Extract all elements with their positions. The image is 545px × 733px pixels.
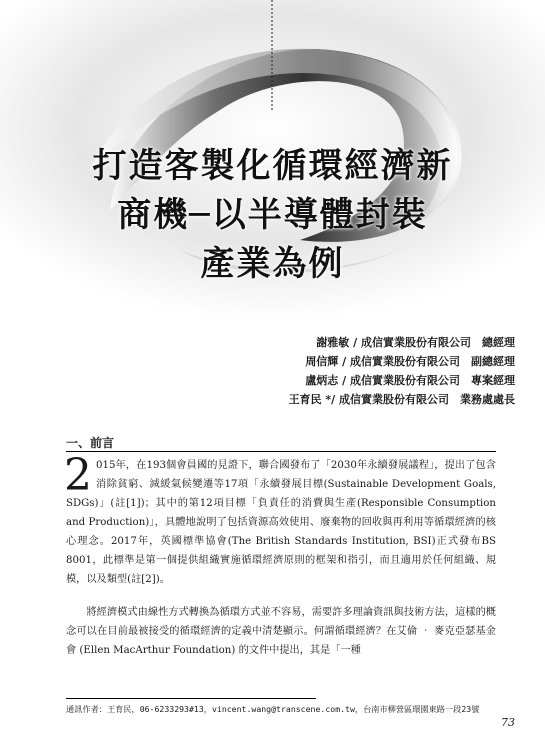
page-number: 73 [501, 716, 515, 729]
author-list [289, 333, 515, 409]
paragraph-1-text: 015年，在193個會員國的見證下，聯合國發布了「2030年永續發展議程」，提出了包含消除貧窮、減緩氣候變遷等17項「永續發展目標(Sustainable Development Goals, SDGs)」(註[1])；其中的第12項目標「負責任的消費與生產(Responsible Consumption and Production)」，具體地說明了包括資源高效使用、廢棄物的回收與再利用等循環經濟的核心理念。2017年，英國標準協會(The British Standards Institution, BSI)正式發布BS 8001，此標準是第一個提供組織實施循環經濟原則的框架和指引，而且適用於任何組織、規模，以及類型(註[2])。 [66, 460, 496, 585]
author-1: 謝雅敏 / 成信實業股份有限公司 總經理 [316, 336, 515, 349]
title-line-1: 打造客製化循環經濟新 [92, 146, 453, 186]
paragraph-1 [64, 450, 496, 589]
section-rule [66, 451, 496, 452]
footnote-rule [66, 698, 316, 699]
title-line-2: 商機─以半導體封裝 [117, 195, 428, 235]
drop-cap: 2 [64, 450, 92, 501]
footnote: 通訊作者：王育民，06-6233293#13，vincent.wang@transcene.com.tw，台南市柳營區環園東路一段23號 [66, 704, 480, 714]
author-2: 周信輝 / 成信實業股份有限公司 副總經理 [305, 355, 515, 368]
section-heading: 一、前言 [66, 436, 115, 450]
author-3: 盧炳志 / 成信實業股份有限公司 專案經理 [305, 374, 515, 387]
title-line-3: 產業為例 [200, 244, 345, 284]
author-4: 王育民 */ 成信實業股份有限公司 業務處處長 [288, 393, 515, 406]
paragraph-2: 將經濟模式由線性方式轉換為循環方式並不容易，需要許多理論資訊與技術方法，這樣的概念可以在目前最被接受的循環經濟的定義中清楚顯示。何謂循環經濟？在艾倫 ‧ 麥克亞瑟基金會 (Ellen MacArthur Foundation) 的文件中提出，其是「一種 [66, 607, 496, 656]
